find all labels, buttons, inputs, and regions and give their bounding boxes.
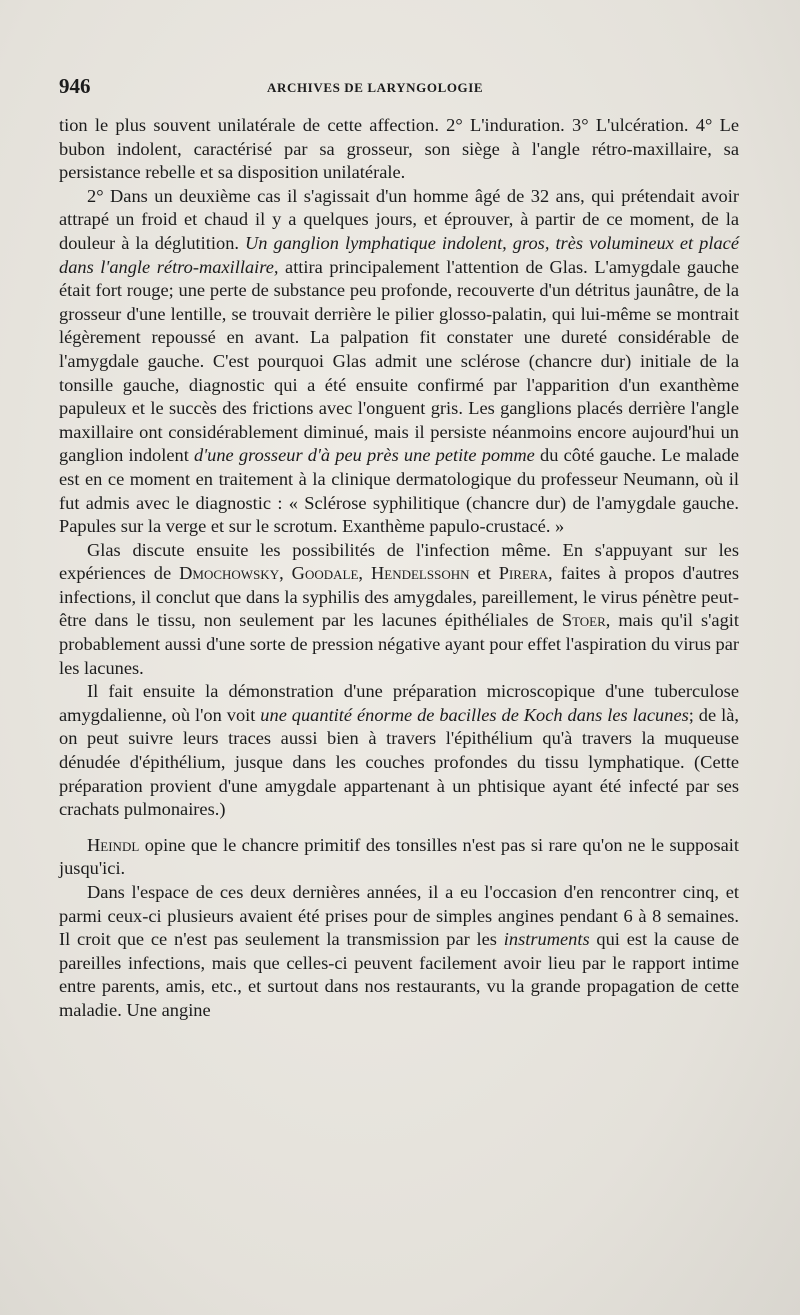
text-run: Dans l'espace de ces deux dernières années, il a eu l'occasion d'en rencontrer cinq, et parmi ceux-ci plusieurs avaient été prises pour de simples angines pendant 6 à 8 semaines. Il croit que ce n'est pas seulement la transmission par les — [59, 882, 739, 950]
italic-run: d'une grosseur d'à peu près une petite pomme — [194, 445, 535, 466]
paragraph-1 — [59, 114, 739, 185]
text-run: , mais qu'il s'agit probablement aussi d'une sorte de pression négative ayant pour effet l'aspiration du virus par les lacunes. — [59, 610, 739, 678]
text-run: Il fait ensuite la démonstration d'une préparation microscopique d'une tuberculose amygdalienne, où l'on voit — [59, 681, 739, 725]
text-run: , — [279, 563, 292, 584]
text-run: opine que le chancre primitif des tonsilles n'est pas si rare qu'on ne le supposait jusqu'ici. — [59, 834, 739, 879]
author-name: Heindl — [87, 834, 140, 855]
paragraph-6 — [59, 881, 739, 1023]
text-run: et — [469, 563, 499, 584]
text-run: qui est la cause de pareilles infections, mais que celles-ci peuvent facilement avoir lieu par le rapport intime entre parents, amis, etc., et surtout dans nos restaurants, vu la grande propagation de cette maladie. Une angine — [59, 929, 739, 1020]
paragraph-5 — [59, 834, 739, 881]
author-name: Goodale — [291, 563, 359, 584]
running-title: ARCHIVES DE LARYNGOLOGIE — [267, 80, 484, 95]
author-name: Pirera — [498, 563, 548, 584]
italic-run: instruments — [503, 929, 590, 950]
text-run: Glas discute ensuite les possibilités de l'infection même. En s'appuyant sur les expériences de — [59, 539, 739, 584]
body-text — [59, 114, 739, 1023]
text-run: du côté gauche. Le malade est en ce moment en traitement à la clinique dermatologique du professeur Neumann, où il fut admis avec le diagnostic : « Sclérose syphilitique (chancre dur) de l'amygdale gauche. Papules sur la verge et sur le scrotum. Exanthème papulo-crustacé. » — [59, 445, 739, 537]
paragraph-4 — [59, 680, 739, 822]
italic-run: une quantité énorme de bacilles de Koch dans les lacunes — [260, 704, 689, 725]
paragraph-2 — [59, 185, 739, 539]
paragraph-3 — [59, 539, 739, 681]
page-number: 946 — [59, 74, 91, 98]
text-run: attira principalement l'attention de Glas. L'amygdale gauche était fort rouge; une perte de substance peu profonde, recouverte d'un détritus jaunâtre, de la grosseur d'une lentille, se trouvait derrière le pilier glosso-palatin, qui lui-même se montrait légèrement repoussé en avant. La palpation fit constater une dureté considérable de l'amygdale gauche. C'est pourquoi Glas admit une sclérose (chancre dur) initiale de la tonsille gauche, diagnostic qui a été ensuite confirmé par l'apparition d'un exanthème papuleux et le succès des frictions avec l'onguent gris. Les ganglions placés derrière l'angle maxillaire ont considérablement diminué, mais il persiste néanmoins encore aujourd'hui un ganglion indolent — [59, 256, 739, 466]
text-run: , faites à propos d'autres infections, il conclut que dans la syphilis des amygdales, pareillement, le virus pénètre peut-être dans le tissu, non seulement par les lacunes épithéliales de — [59, 563, 739, 631]
text-run: , — [358, 563, 371, 584]
text-run: 2° Dans un deuxième cas il s'agissait d'un homme âgé de 32 ans, qui prétendait avoir attrapé un froid et chaud il y a quelques jours, et éprouver, à partir de ce moment, de la douleur à la déglutition. — [59, 185, 739, 253]
text-run: tion le plus souvent unilatérale de cette affection. 2° L'induration. 3° L'ulcération. 4° Le bubon indolent, caractérisé par sa grosseur, son siège à l'angle rétro-maxillaire, sa persistance rebelle et sa disposition unilatérale. — [59, 115, 739, 183]
author-name: Dmochowsky — [179, 563, 280, 584]
author-name: Stoer — [561, 610, 606, 631]
page-header — [59, 74, 739, 104]
author-name: Hendelssohn — [370, 563, 470, 584]
italic-run: Un ganglion lymphatique indolent, gros, très volumineux et placé dans l'angle rétro-maxillaire, — [59, 232, 739, 277]
text-run: ; de là, on peut suivre leurs traces aussi bien à travers l'épithélium qu'à travers la muqueuse dénudée d'épithélium, jusque dans les couches profondes du tissu lymphatique. (Cette préparation provient d'une amygdale appartenant à un phtisique ayant été infecté par ses crachats pulmonaires.) — [59, 704, 739, 820]
